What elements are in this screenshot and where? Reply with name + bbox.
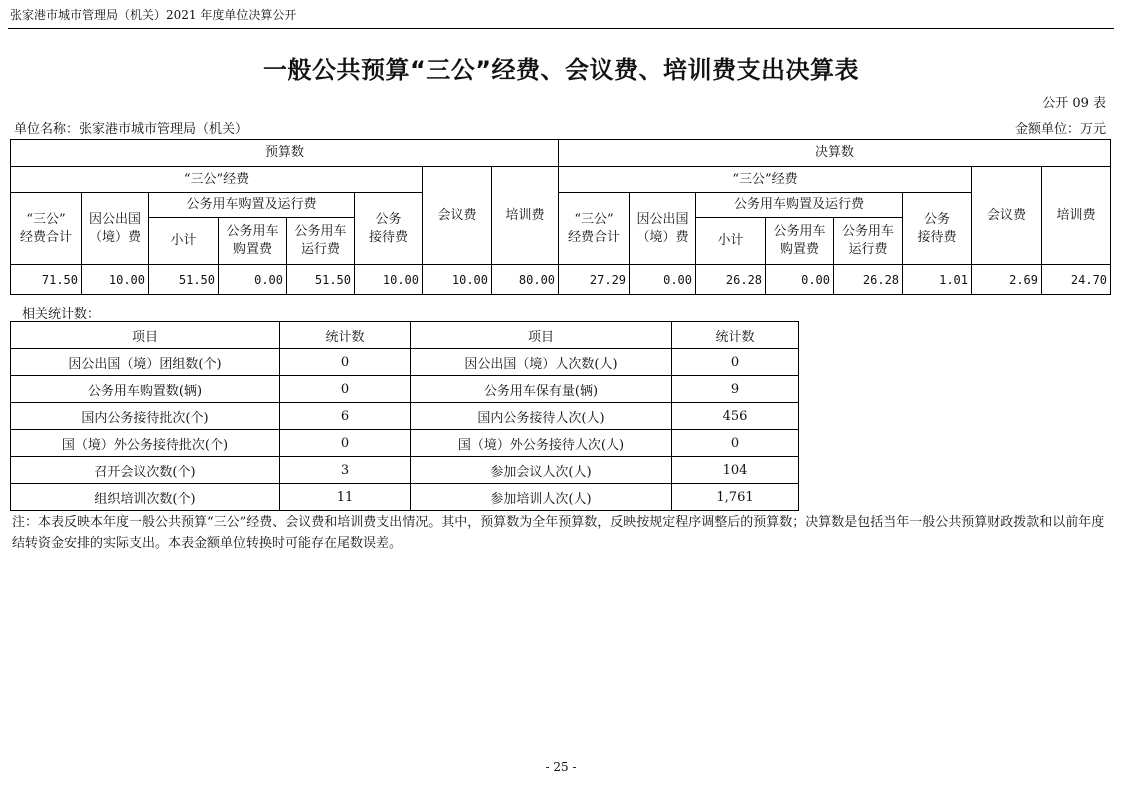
- stats-count-cell: 0: [280, 430, 411, 457]
- stats-header-cell: 项目: [11, 322, 280, 349]
- final-sangong-header: “三公”经费: [559, 167, 972, 193]
- budget-value-cell: 80.00: [492, 265, 559, 295]
- stats-item-cell: 参加培训人次(人): [411, 484, 672, 511]
- stats-item-cell: 公务用车保有量(辆): [411, 376, 672, 403]
- stats-count-cell: 6: [280, 403, 411, 430]
- budget-car-run-header: 公务用车 运行费: [287, 218, 355, 265]
- budget-header: 预算数: [11, 140, 559, 167]
- stats-count-cell: 3: [280, 457, 411, 484]
- stats-item-cell: 国内公务接待人次(人): [411, 403, 672, 430]
- final-value-cell: 2.69: [972, 265, 1042, 295]
- budget-car-buy-header: 公务用车 购置费: [219, 218, 287, 265]
- stats-table: [10, 321, 799, 511]
- budget-value-cell: 0.00: [219, 265, 287, 295]
- budget-subtotal-header: 小计: [149, 218, 219, 265]
- budget-value-cell: 10.00: [423, 265, 492, 295]
- final-value-cell: 27.29: [559, 265, 630, 295]
- table-row: [11, 430, 799, 457]
- final-training-header: 培训费: [1042, 167, 1111, 265]
- final-abroad-header: 因公出国 （境）费: [630, 193, 696, 265]
- footnote: 注：本表反映本年度一般公共预算“三公”经费、会议费和培训费支出情况。其中，预算数为全年预算数，反映按规定程序调整后的预算数；决算数是包括当年一般公共预算财政拨款和以前年度结转资金安排的实际支出。本表金额单位转换时可能存在尾数误差。: [12, 515, 1105, 551]
- budget-sangong-header: “三公”经费: [11, 167, 423, 193]
- final-header: 决算数: [559, 140, 1111, 167]
- stats-item-cell: 因公出国（境）团组数(个): [11, 349, 280, 376]
- table-row: [11, 376, 799, 403]
- budget-abroad-header: 因公出国 （境）费: [82, 193, 149, 265]
- values-row: [11, 265, 1111, 295]
- stats-count-cell: 0: [672, 349, 799, 376]
- stats-header-cell: 统计数: [280, 322, 411, 349]
- table-row: [11, 457, 799, 484]
- final-subtotal-header: 小计: [696, 218, 766, 265]
- final-value-cell: 0.00: [630, 265, 696, 295]
- page-title: 一般公共预算“三公”经费、会议费、培训费支出决算表: [262, 56, 860, 84]
- form-number: 公开 09 表: [1042, 96, 1106, 111]
- budget-meeting-header: 会议费: [423, 167, 492, 265]
- final-reception-header: 公务 接待费: [903, 193, 972, 265]
- unit-name: 单位名称：张家港市城市管理局（机关）: [14, 122, 249, 137]
- stats-count-cell: 9: [672, 376, 799, 403]
- stats-label: 相关统计数：: [22, 307, 101, 322]
- stats-header-cell: 项目: [411, 322, 672, 349]
- stats-count-cell: 0: [280, 376, 411, 403]
- stats-count-cell: 1,761: [672, 484, 799, 511]
- stats-count-cell: 456: [672, 403, 799, 430]
- table-row: [11, 349, 799, 376]
- money-unit: 金额单位：万元: [1014, 122, 1106, 137]
- document-header: 张家港市城市管理局（机关）2021 年度单位决算公开: [10, 8, 297, 22]
- budget-training-header: 培训费: [492, 167, 559, 265]
- stats-item-cell: 国（境）外公务接待人次(人): [411, 430, 672, 457]
- stats-header-row: [11, 322, 799, 349]
- final-value-cell: 26.28: [696, 265, 766, 295]
- stats-item-cell: 公务用车购置数(辆): [11, 376, 280, 403]
- budget-value-cell: 51.50: [287, 265, 355, 295]
- stats-item-cell: 因公出国（境）人次数(人): [411, 349, 672, 376]
- final-value-cell: 26.28: [834, 265, 903, 295]
- stats-item-cell: 国（境）外公务接待批次(个): [11, 430, 280, 457]
- header-divider: [8, 28, 1114, 29]
- final-car-buy-header: 公务用车 购置费: [766, 218, 834, 265]
- table-row: [11, 484, 799, 511]
- final-value-cell: 24.70: [1042, 265, 1111, 295]
- expense-table: [10, 139, 1111, 295]
- stats-count-cell: 11: [280, 484, 411, 511]
- stats-item-cell: 召开会议次数(个): [11, 457, 280, 484]
- stats-header-cell: 统计数: [672, 322, 799, 349]
- stats-count-cell: 0: [280, 349, 411, 376]
- final-car-run-header: 公务用车 运行费: [834, 218, 903, 265]
- budget-value-cell: 10.00: [355, 265, 423, 295]
- budget-value-cell: 51.50: [149, 265, 219, 295]
- stats-item-cell: 参加会议人次(人): [411, 457, 672, 484]
- stats-item-cell: 国内公务接待批次(个): [11, 403, 280, 430]
- budget-car-group-header: 公务用车购置及运行费: [149, 193, 355, 218]
- final-total-header: “三公” 经费合计: [559, 193, 630, 265]
- budget-value-cell: 71.50: [11, 265, 82, 295]
- stats-count-cell: 0: [672, 430, 799, 457]
- stats-count-cell: 104: [672, 457, 799, 484]
- stats-item-cell: 组织培训次数(个): [11, 484, 280, 511]
- final-value-cell: 1.01: [903, 265, 972, 295]
- budget-total-header: “三公” 经费合计: [11, 193, 82, 265]
- final-car-group-header: 公务用车购置及运行费: [696, 193, 903, 218]
- final-value-cell: 0.00: [766, 265, 834, 295]
- budget-reception-header: 公务 接待费: [355, 193, 423, 265]
- page-number: - 25 -: [545, 760, 577, 774]
- budget-value-cell: 10.00: [82, 265, 149, 295]
- table-row: [11, 403, 799, 430]
- final-meeting-header: 会议费: [972, 167, 1042, 265]
